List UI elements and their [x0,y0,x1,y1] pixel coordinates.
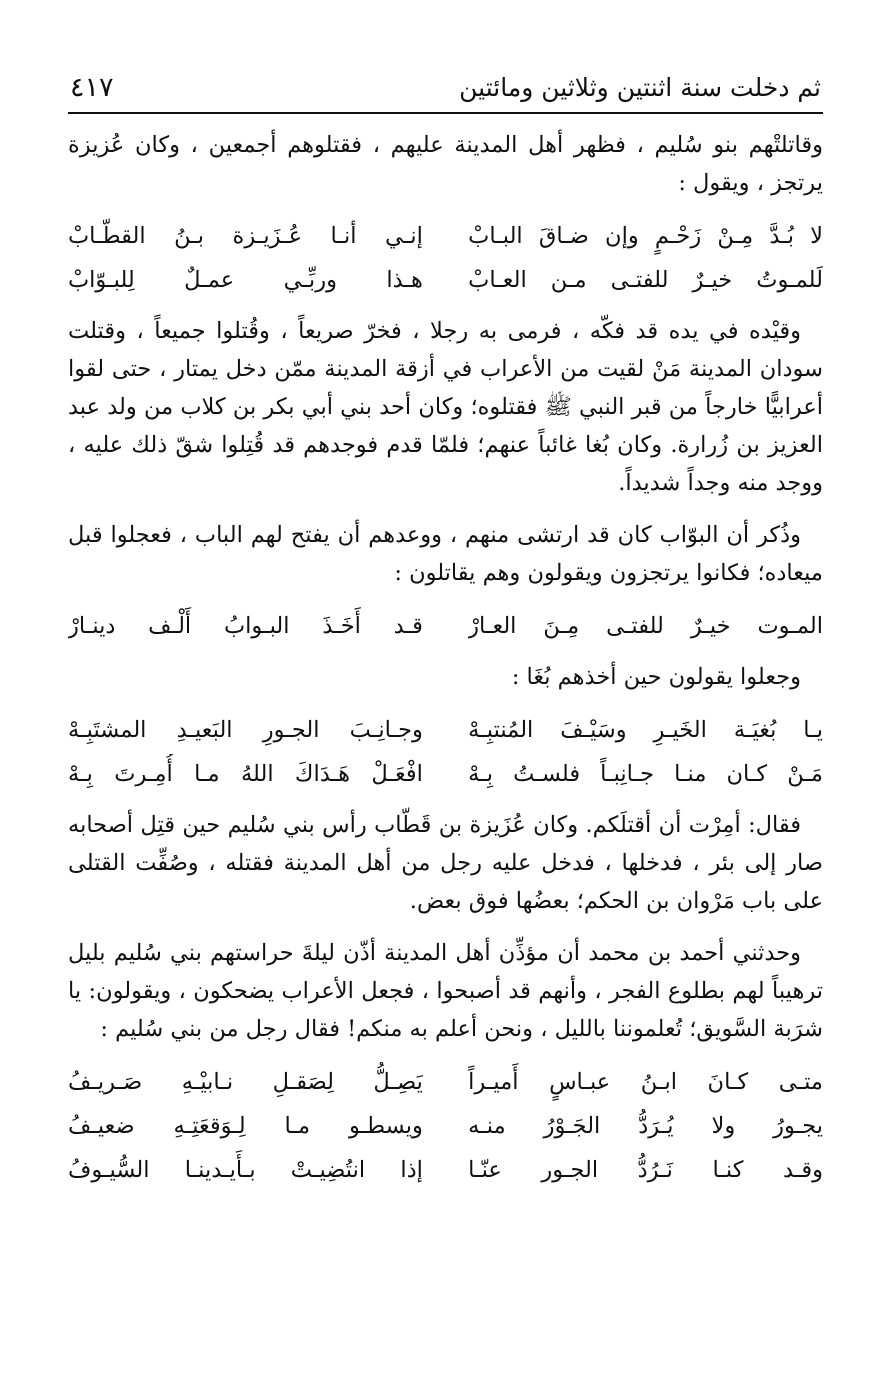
verse-second-hemistich: ويسطـو مـا لِـوَقعَتِـهِ ضعيـفُ [68,1113,423,1139]
paragraph: فقال: أمِرْت أن أقتلَكم. وكان عُزَيزة بن قَطّاب رأس بني سُليم حين قتِل أصحابه صار إلى بئر ، فدخلها ، فدخل عليه رجل من أهل المدينة فقتله ، وصُفِّت القتلى على باب مَرْوان بن الحكم؛ بعضُها فوق بعض. [68,812,823,914]
verse-second-hemistich: يَصِـلُّ لِصَقـلِ نـابيْـهِ صَـريـفُ [68,1069,423,1095]
verse-line [68,1106,823,1146]
paragraph: وحدثني أحمد بن محمد أن مؤذِّن أهل المدينة أذّن ليلةَ حراستهم بني سُليم بليل ترهيباً لهم بطلوع الفجر ، وأنهم قد أصبحوا ، فجعل الأعراب يضحكون ، ويقولون: يا شرَبة السَّويق؛ تُعلموننا بالليل ، ونحن أعلم به منكم! فقال رجل من بني سُليم : [68,940,823,1042]
verse-second-hemistich: افْعَـلْ هَـدَاكَ اللهُ مـا أُمِـرتَ بِـهْ [68,761,423,787]
verse-second-hemistich: هـذا وربِّـي عمـلٌ لِلبـوّابْ [68,267,423,293]
page-number: ٤١٧ [70,72,114,103]
verse-line [68,754,823,794]
running-header [68,64,823,114]
book-page [68,64,823,1202]
poem [68,1062,823,1190]
paragraph: وذُكر أن البوّاب كان قد ارتشى منهم ، ووعدهم أن يفتح لهم الباب ، فعجلوا قبل ميعاده؛ فكانوا يرتجزون ويقولون وهم يقاتلون : [68,522,823,586]
paragraph: وقيْده في يده قد فكّه ، فرمى به رجلا ، فخرّ صريعاً ، وقُتلوا جميعاً ، وقتلت سودان المدينة مَنْ لقيت من الأعراب في أزقة المدينة ممّن دخل يمتار ، حتى لقوا أعرابيًّا خارجاً من قبر النبي ﷺ فقتلوه؛ وكان أحد بني أبي بكر بن كلاب من ولد عبد العزيز بن زُرارة. وكان بُغا غائباً عنهم؛ فلمّا قدم فوجدهم قد قُتِلوا شقّ ذلك عليه ، ووجد منه وجداً شديداً. [68,318,823,496]
verse-first-hemistich: يجـورُ ولا يُـرَدُّ الجَـوْرُ منـه [468,1113,823,1139]
poem [68,216,823,300]
verse-line [68,710,823,750]
verse-first-hemistich: مَـنْ كـان منـا جـانِبـاً فلسـتُ بِـهْ [468,761,823,787]
verse-first-hemistich: لَلمـوتُ خيـرٌ للفتـى مـن العـابْ [468,267,823,293]
verse-second-hemistich: إنـي أنـا عُـزَيـزة بـنُ القطّـابْ [68,223,423,249]
verse-first-hemistich: وقـد كنـا نَـرُدُّ الجـور عنّـا [468,1157,823,1183]
poem [68,606,823,646]
paragraph: وجعلوا يقولون حين أخذهم بُغَا : [511,664,801,690]
verse-second-hemistich: قـد أَخَـذَ البـوابُ أَلْـف دينـارْ [68,613,423,639]
verse-first-hemistich: المـوت خيـرٌ للفتـى مِـنَ العـارْ [468,613,823,639]
verse-first-hemistich: لا بُـدَّ مِـنْ زَحْـمٍ وإن ضـاقَ البـابْ [468,223,823,249]
verse-line [68,260,823,300]
verse-line [68,606,823,646]
verse-line [68,216,823,256]
verse-second-hemistich: وجـانِـبَ الجـورِ البَعيـدِ المشتَبِـهْ [68,717,423,743]
verse-line [68,1150,823,1190]
running-title: ثم دخلت سنة اثنتين وثلاثين ومائتين [459,73,821,102]
poem [68,710,823,794]
page-body [68,126,823,1190]
verse-first-hemistich: متـى كـانَ ابـنُ عبـاسٍ أَميـراً [468,1069,823,1095]
verse-line [68,1062,823,1102]
paragraph: وقاتلتْهم بنو سُليم ، فظهر أهل المدينة عليهم ، فقتلوهم أجمعين ، وكان عُزيزة يرتجز ، ويقول : [68,132,823,196]
verse-second-hemistich: إذا انتُضِيـتْ بـأَيـدينـا السُّيـوفُ [68,1157,423,1183]
verse-first-hemistich: يـا بُغيَـة الخَيـرِ وسَيْـفَ المُنتبِـهْ [468,717,823,743]
